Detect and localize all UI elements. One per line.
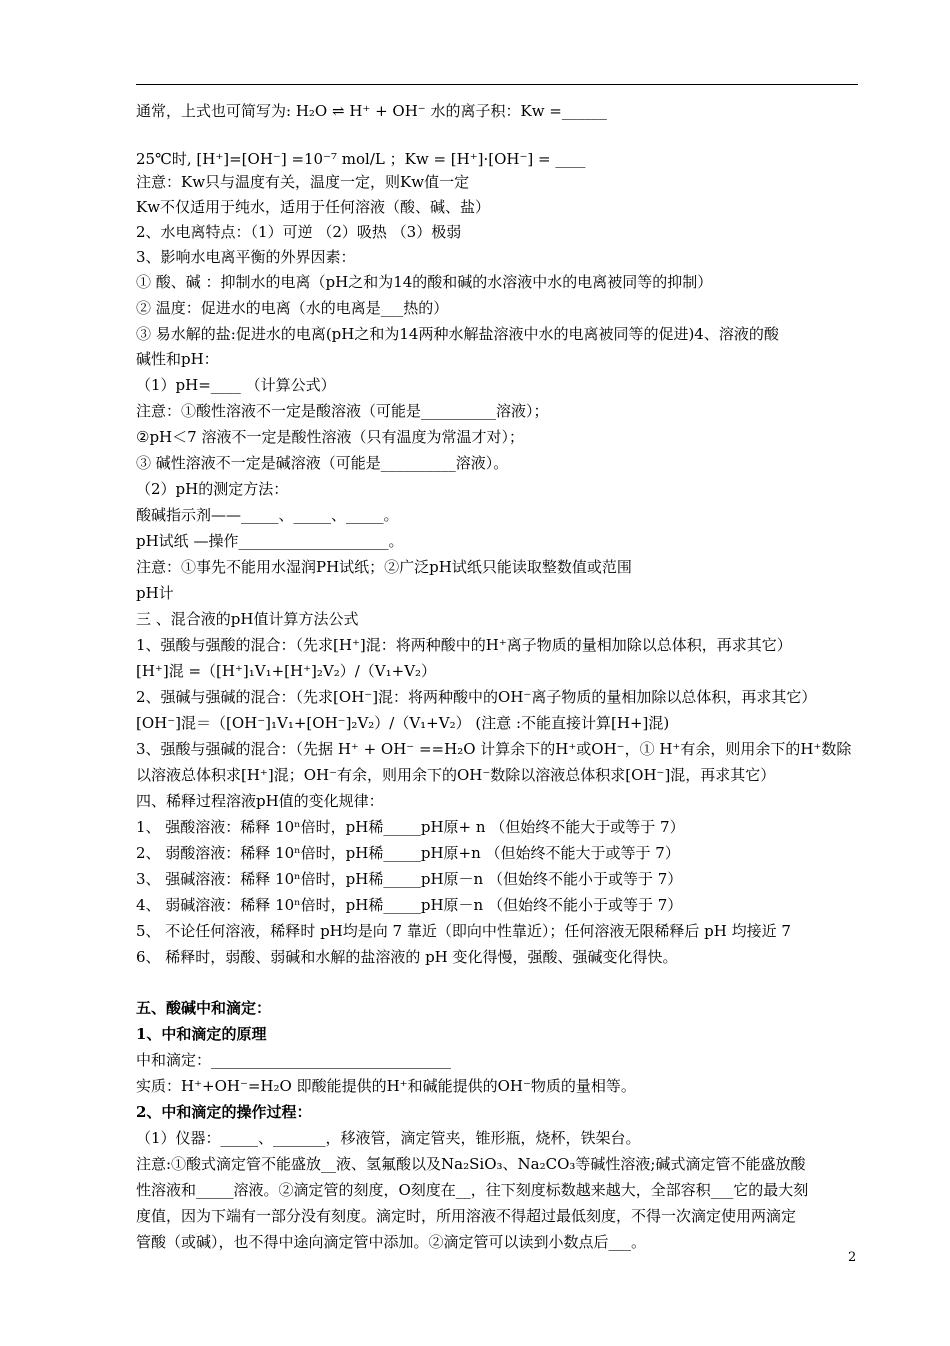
text-line-l38: 2、中和滴定的操作过程： [136,1103,312,1121]
text-line-l37: 实质：H⁺+OH⁻=H₂O 即酸能提供的H⁺和碱能提供的OH⁻物质的量相等。 [136,1077,636,1095]
text-line-l11: （1）pH=____ （计算公式） [136,376,336,394]
text-line-l17: pH试纸 —操作____________________。 [136,532,404,550]
text-line-l30: 3、 强碱溶液：稀释 10ⁿ倍时，pH稀_____pH原－n （但始终不能小于或等于 7） [136,870,683,888]
text-line-l16: 酸碱指示剂——_____、_____、_____。 [136,506,399,524]
text-line-l12: 注意：①酸性溶液不一定是酸溶液（可能是__________溶液）； [136,402,549,420]
text-line-l10: 碱性和pH： [136,350,219,368]
text-line-l01: 通常，上式也可简写为: H₂O ⇌ H⁺ + OH⁻ 水的离子积：Kw =______ [136,102,607,120]
text-line-l20: 三 、混合液的pH值计算方法公式 [136,610,359,628]
text-line-l08: ② 温度：促进水的电离（水的电离是___热的） [136,299,449,317]
text-line-l09: ③ 易水解的盐:促进水的电离(pH之和为14两种水解盐溶液中水的电离被同等的促进)4、溶液的酸 [136,325,779,343]
text-line-l41: 性溶液和_____溶液。②滴定管的刻度，O刻度在__，往下刻度标数越来越大，全部容积___它的最大刻 [136,1181,809,1199]
text-line-l22: [H⁺]混 =（[H⁺]₁V₁+[H⁺]₂V₂）/（V₁+V₂） [136,662,437,680]
text-line-l28: 1、 强酸溶液：稀释 10ⁿ倍时，pH稀_____pH原+ n （但始终不能大于或等于 7） [136,818,685,836]
text-line-l26: 以溶液总体积求[H⁺]混；OH⁻有余，则用余下的OH⁻数除以溶液总体积求[OH⁻]混，再求其它） [136,766,776,784]
text-line-l19: pH计 [136,584,174,602]
text-line-l13: ②pH＜7 溶液不一定是酸性溶液（只有温度为常温才对）； [136,428,524,446]
page-number: 2 [848,1250,857,1265]
text-line-l36: 中和滴定：________________________________ [136,1051,452,1069]
text-line-l04: Kw不仅适用于纯水，适用于任何溶液（酸、碱、盐） [136,198,491,216]
text-line-l06: 3、影响水电离平衡的外界因素： [136,248,356,266]
header-rule [136,84,858,85]
text-line-l05: 2、水电离特点：（1）可逆 （2）吸热 （3）极弱 [136,223,462,241]
text-line-l34: 五、酸碱中和滴定： [136,999,272,1017]
text-line-l18: 注意：①事先不能用水湿润PH试纸；②广泛pH试纸只能读取整数值或范围 [136,558,632,576]
text-line-l35: 1、中和滴定的原理 [136,1025,267,1043]
text-line-l29: 2、 弱酸溶液：稀释 10ⁿ倍时，pH稀_____pH原+n （但始终不能大于或等于 7） [136,844,680,862]
text-line-l25: 3、强酸与强碱的混合：（先据 H⁺ + OH⁻ ==H₂O 计算余下的H⁺或OH⁻，① H⁺有余，则用余下的H⁺数除 [136,740,852,758]
text-line-l21: 1、强酸与强酸的混合：（先求[H⁺]混：将两种酸中的H⁺离子物质的量相加除以总体积，再求其它） [136,636,792,654]
text-line-l03: 注意：Kw只与温度有关，温度一定，则Kw值一定 [136,173,470,191]
text-line-l02: 25℃时, [H⁺]=[OH⁻] =10⁻⁷ mol/L ；Kw = [H⁺]·[OH⁻] = ____ [136,150,586,168]
text-line-l39: （1）仪器：_____、_______，移液管，滴定管夹，锥形瓶，烧杯，铁架台。 [136,1129,641,1147]
text-line-l43: 管酸（或碱），也不得中途向滴定管中添加。②滴定管可以读到小数点后___。 [136,1233,647,1251]
text-line-l23: 2、强碱与强碱的混合：（先求[OH⁻]混：将两种酸中的OH⁻离子物质的量相加除以总体积，再求其它） [136,688,817,706]
text-line-l42: 度值，因为下端有一部分没有刻度。滴定时，所用溶液不得超过最低刻度，不得一次滴定使用两滴定 [136,1207,797,1225]
text-line-l33: 6、 稀释时，弱酸、弱碱和水解的盐溶液的 pH 变化得慢，强酸、强碱变化得快。 [136,948,678,966]
text-line-l07: ① 酸、碱 ：抑制水的电离（pH之和为14的酸和碱的水溶液中水的电离被同等的抑制） [136,273,713,291]
text-line-l27: 四、稀释过程溶液pH值的变化规律： [136,792,384,810]
text-line-l24: [OH⁻]混＝（[OH⁻]₁V₁+[OH⁻]₂V₂）/（V₁+V₂） (注意 :不能直接计算[H+]混) [136,714,670,732]
text-line-l31: 4、 弱碱溶液：稀释 10ⁿ倍时，pH稀_____pH原－n （但始终不能小于或等于 7） [136,896,683,914]
text-line-l15: （2）pH的测定方法： [136,480,289,498]
text-line-l40: 注意:①酸式滴定管不能盛放__液、氢氟酸以及Na₂SiO₃、Na₂CO₃等碱性溶液;碱式滴定管不能盛放酸 [136,1155,806,1173]
text-line-l14: ③ 碱性溶液不一定是碱溶液（可能是__________溶液）。 [136,454,509,472]
text-line-l32: 5、 不论任何溶液，稀释时 pH均是向 7 靠近（即向中性靠近）；任何溶液无限稀释后 pH 均接近 7 [136,922,791,940]
